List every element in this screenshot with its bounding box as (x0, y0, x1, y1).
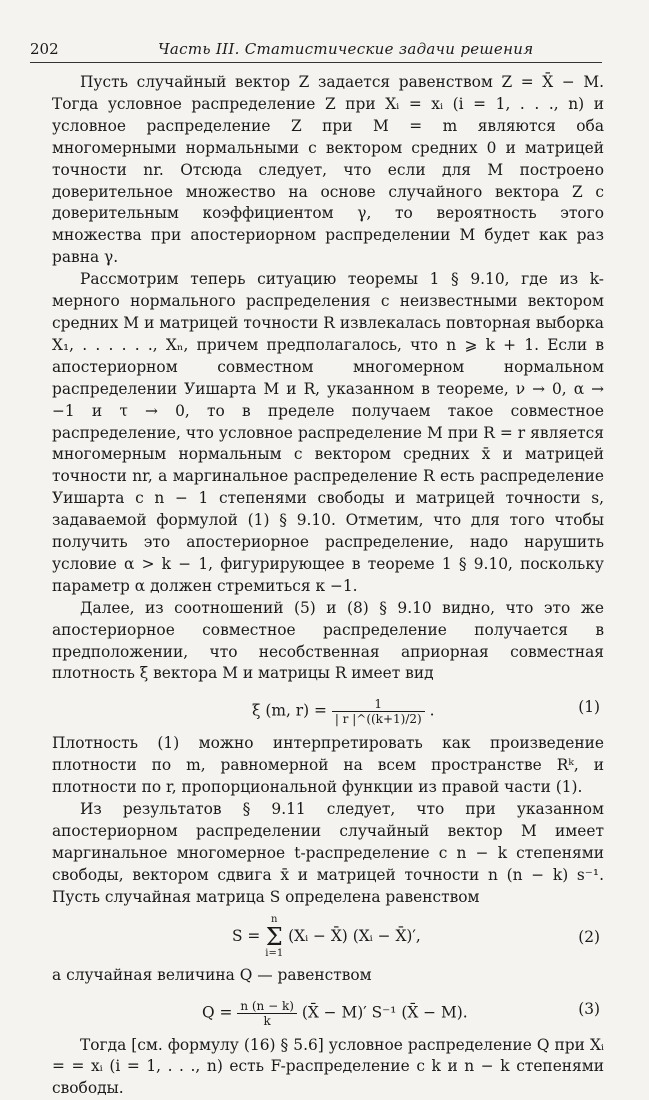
paragraph-3: Далее, из соотношений (5) и (8) § 9.10 видно, что это же апостериорное совместное распределение получается в предположении, что несобственная априорная совместная плотность ξ вектора M и матрицы R имеет вид (52, 598, 604, 683)
formula-1-denominator: | r |^((k+1)/2) (334, 712, 422, 727)
formula-1-tail: . (429, 701, 435, 720)
formula-2-rhs: (Xᵢ − X̄) (Xᵢ − X̄)′, (288, 926, 421, 945)
paragraph-5: Из результатов § 9.11 следует, что при указанном апостериорном распределении случайный вектор M имеет маргинальное многомерное t-распределение с n − k степенями свободы, вектором сдвига x̄ и матрицей точности n (n − k) s⁻¹. Пусть случайная матрица S определена равенством (52, 800, 604, 906)
page-number: 202 (30, 40, 59, 58)
formula-3-rhs: (X̄ − M)′ S⁻¹ (X̄ − M). (301, 1003, 468, 1022)
formula-1-fraction (332, 697, 425, 726)
formula-3-number: (3) (578, 999, 600, 1018)
formula-1-lhs: ξ (m, r) = (252, 701, 327, 720)
header-rule (30, 62, 602, 63)
formula-3-lhs: Q = (202, 1003, 233, 1022)
formula-3-expression (202, 999, 468, 1028)
formula-2-sum-upper: n (271, 913, 278, 925)
page-header (30, 40, 602, 60)
formula-2-sum (265, 915, 283, 959)
paragraph-4: Плотность (1) можно интерпретировать как произведение плотности по m, равномерной на всем пространстве Rᵏ, и плотности по r, пропорциональной функции из правой части (1). (52, 734, 604, 797)
paragraph-1: Пусть случайный вектор Z задается равенством Z = X̄ − M. Тогда условное распределение Z при Xᵢ = xᵢ (i = 1, . . ., n) и условное распределение Z при M = m являются оба многомерными нормальными с вектором средних 0 и матрицей точности nr. Отсюда следует, что если для M построено доверительное множество на основе случайного вектора Z с доверительным коэффициентом γ, то вероятность этого множества при апостериорном распределении M будет как раз равна γ. (52, 73, 604, 267)
formula-2-sum-symbol: Σ (265, 922, 283, 951)
formula-2-expression (232, 915, 421, 959)
formula-2 (52, 911, 604, 963)
formula-1-number: (1) (578, 698, 600, 717)
running-head: Часть III. Статистические задачи решения (158, 40, 534, 58)
formula-2-number: (2) (578, 927, 600, 946)
formula-1-expression (252, 697, 435, 726)
paragraph-6: а случайная величина Q — равенством (52, 965, 372, 984)
formula-2-sum-lower: i=1 (265, 947, 284, 959)
formula-3-numerator: n (n − k) (237, 999, 297, 1014)
formula-1 (52, 687, 604, 731)
formula-1-numerator: 1 (332, 697, 425, 712)
paragraph-7: Тогда [см. формулу (16) § 5.6] условное распределение Q при Xᵢ = = xᵢ (i = 1, . . ., n) есть F-распределение с k и n − k степенями свободы. (52, 1035, 604, 1098)
formula-2-lhs: S = (232, 926, 261, 945)
page-body (52, 72, 604, 1100)
formula-3 (52, 989, 604, 1033)
paragraph-2: Рассмотрим теперь ситуацию теоремы 1 § 9.10, где из k-мерного нормального распределения с неизвестными вектором средних M и матрицей точности R извлекалась повторная выборка X₁, . . . . . ., Xₙ, причем предполагалось, что n ⩾ k + 1. Если в апостериорном совместном многомерном нормальном распределении Уишарта M и R, указанном в теореме, ν → 0, α → −1 и τ → 0, то в пределе получаем такое совместное распределение, что условное распределение M при R = r является многомерным нормальным с вектором средних x̄ и матрицей точности nr, а маргинальное распределение R есть распределение Уишарта с n − 1 степенями свободы и матрицей точности s, задаваемой формулой (1) § 9.10. Отметим, что для того чтобы получить это апостериорное распределение, надо нарушить условие α > k − 1, фигурирующее в теореме 1 § 9.10, поскольку параметр α должен стремиться к −1. (52, 270, 604, 595)
formula-3-denominator: k (263, 1013, 271, 1028)
formula-3-fraction (237, 999, 297, 1028)
